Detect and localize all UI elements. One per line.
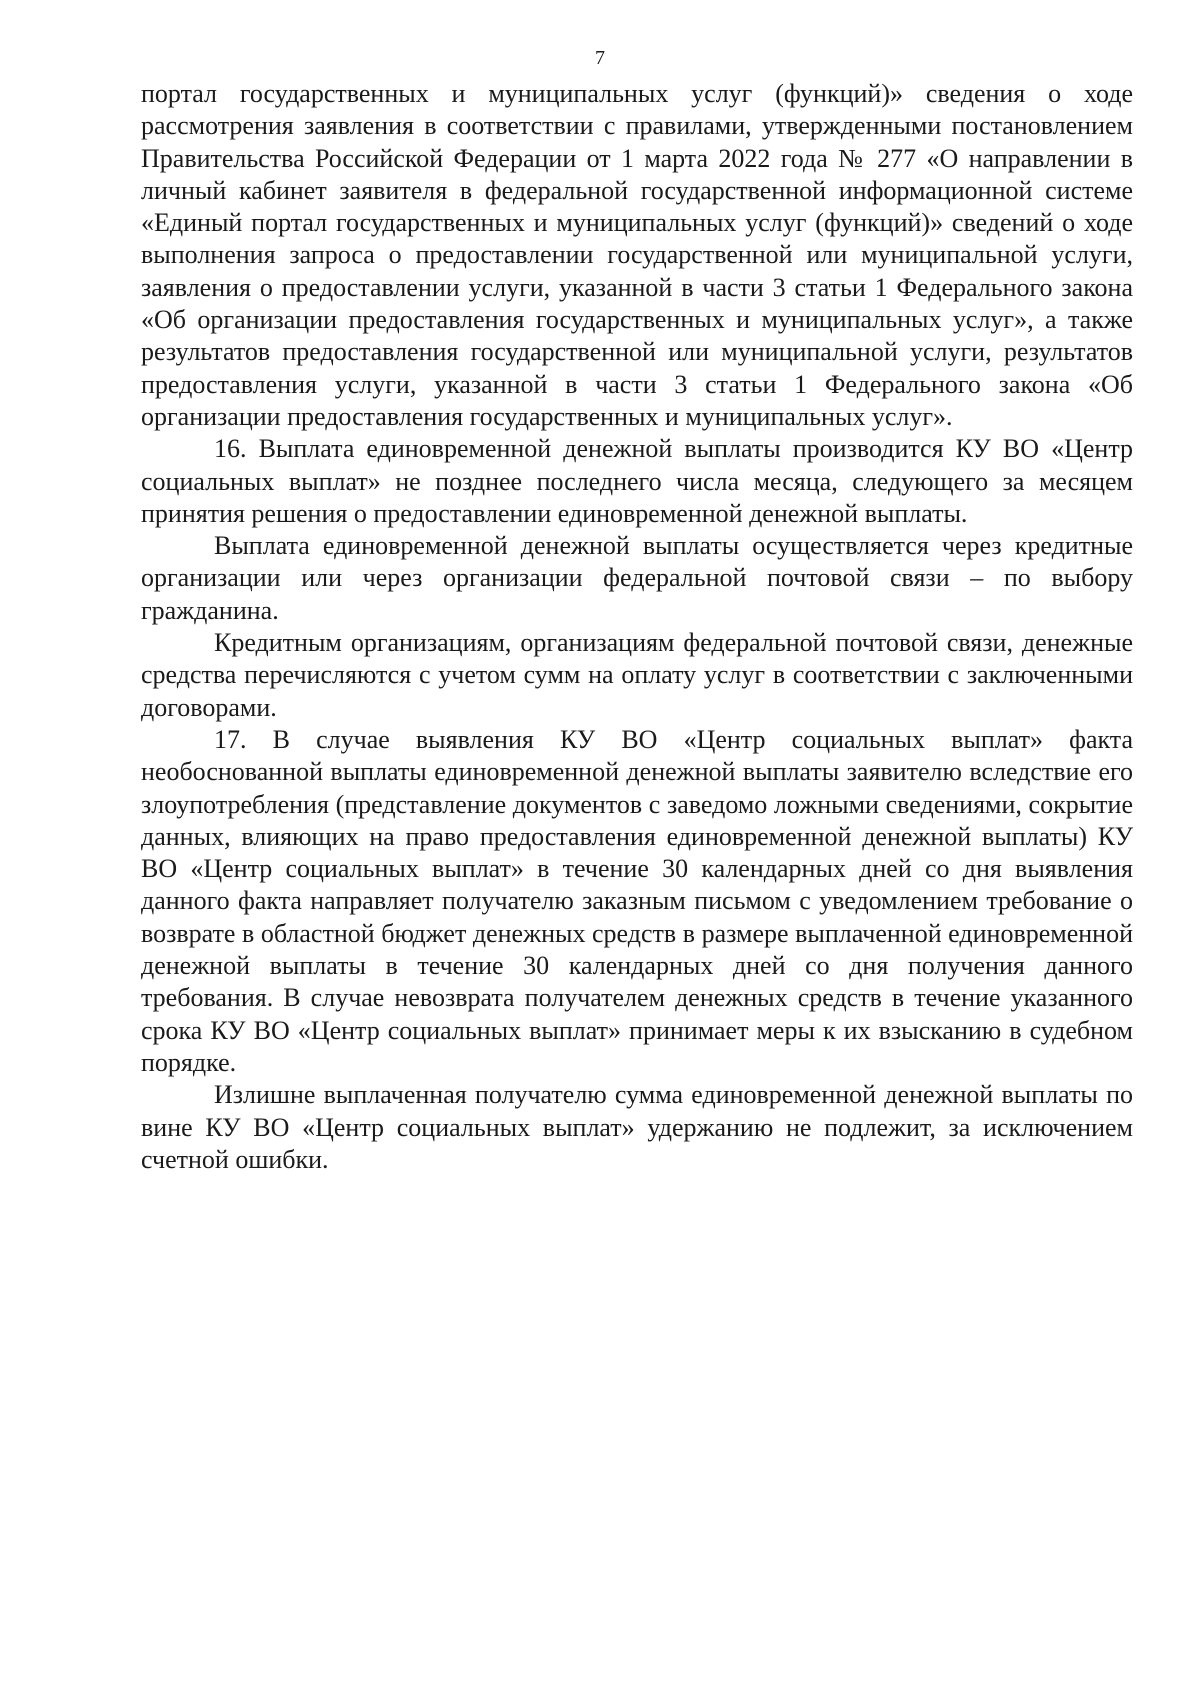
paragraph-payment-channels: Выплата единовременной денежной выплаты осуществляется через кредитные организации или через организации федеральной почтовой связи – по выбору гражданина. (141, 531, 1133, 625)
paragraph-overpayment: Излишне выплаченная получателю сумма единовременной денежной выплаты по вине КУ ВО «Центр социальных выплат» удержанию не подлежит, за исключением счетной ошибки. (141, 1080, 1133, 1174)
paragraph-credit-organizations: Кредитным организациям, организациям федеральной почтовой связи, денежные средства перечисляются с учетом сумм на оплату услуг в соответствии с заключенными договорами. (141, 628, 1133, 722)
page-number: 7 (595, 47, 605, 69)
document-body (141, 78, 1133, 1176)
paragraph-continuation: портал государственных и муниципальных услуг (функций)» сведения о ходе рассмотрения заявления в соответствии с правилами, утвержденными постановлением Правительства Российской Федерации от 1 марта 2022 года № 277 «О направлении в личный кабинет заявителя в федеральной государственной информационной системе «Единый портал государственных и муниципальных услуг (функций)» сведений о ходе выполнения запроса о предоставлении государственной или муниципальной услуги, заявления о предоставлении услуги, указанной в части 3 статьи 1 Федерального закона «Об организации предоставления государственных и муниципальных услуг», а также результатов предоставления государственной или муниципальной услуги, результатов предоставления услуги, указанной в части 3 статьи 1 Федерального закона «Об организации предоставления государственных и муниципальных услуг». (141, 79, 1133, 431)
paragraph-item-16: 16. Выплата единовременной денежной выплаты производится КУ ВО «Центр социальных выплат» не позднее последнего числа месяца, следующего за месяцем принятия решения о предоставлении единовременной денежной выплаты. (141, 434, 1133, 528)
paragraph-item-17: 17. В случае выявления КУ ВО «Центр социальных выплат» факта необоснованной выплаты единовременной денежной выплаты заявителю вследствие его злоупотребления (представление документов с заведомо ложными сведениями, сокрытие данных, влияющих на право предоставления единовременной денежной выплаты) КУ ВО «Центр социальных выплат» в течение 30 календарных дней со дня выявления данного факта направляет получателю заказным письмом с уведомлением требование о возврате в областной бюджет денежных средств в размере выплаченной единовременной денежной выплаты в течение 30 календарных дней со дня получения данного требования. В случае невозврата получателем денежных средств в течение указанного срока КУ ВО «Центр социальных выплат» принимает меры к их взысканию в судебном порядке. (141, 724, 1133, 1077)
